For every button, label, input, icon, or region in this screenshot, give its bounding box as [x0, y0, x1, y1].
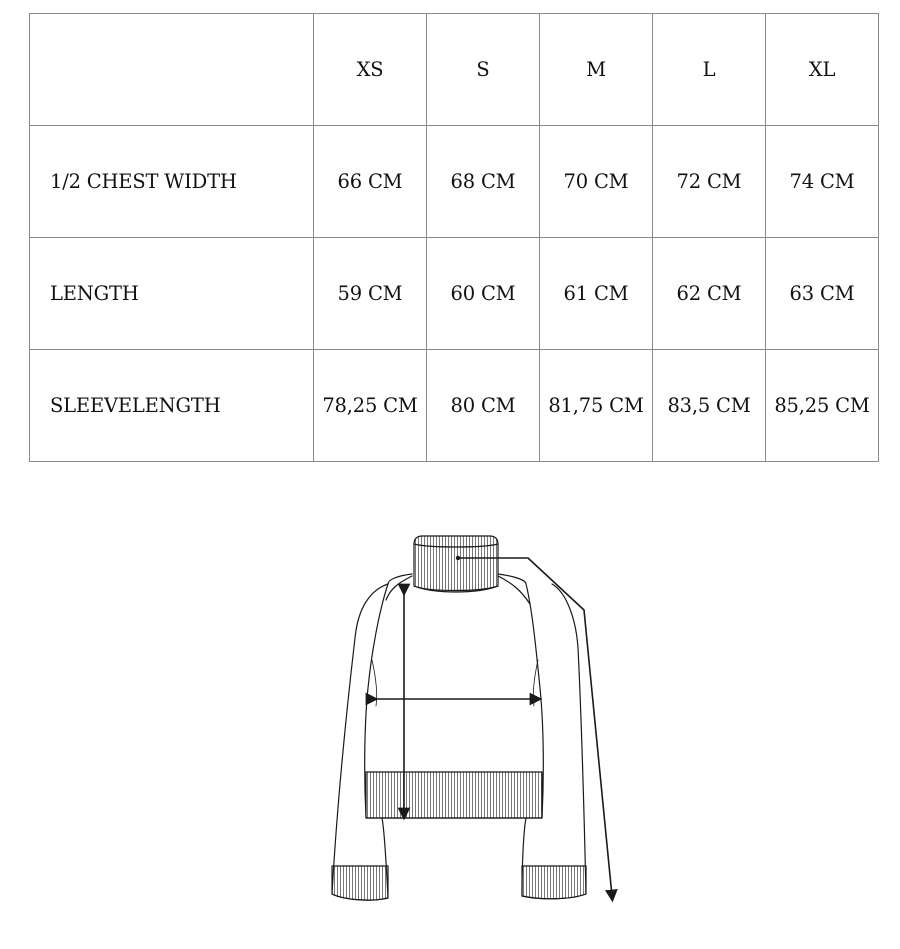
table-cell: 74 CM: [766, 126, 879, 238]
table-cell: 80 CM: [427, 350, 540, 462]
row-label-chest-width: 1/2 CHEST WIDTH: [30, 126, 314, 238]
table-row: [30, 126, 879, 238]
table-cell: 60 CM: [427, 238, 540, 350]
right-cuff: [522, 866, 586, 899]
table-row: [30, 350, 879, 462]
table-cell: 83,5 CM: [653, 350, 766, 462]
size-chart-table: [29, 13, 879, 462]
table-cell: 85,25 CM: [766, 350, 879, 462]
size-header-m: M: [540, 14, 653, 126]
table-cell: 81,75 CM: [540, 350, 653, 462]
row-label-length: LENGTH: [30, 238, 314, 350]
row-label-sleeve-length: SLEEVELENGTH: [30, 350, 314, 462]
table-cell: 61 CM: [540, 238, 653, 350]
sweater-diagram-icon: [300, 528, 640, 923]
table-cell: 66 CM: [314, 126, 427, 238]
table-cell: 70 CM: [540, 126, 653, 238]
table-cell: 72 CM: [653, 126, 766, 238]
left-cuff: [332, 866, 388, 900]
size-header-l: L: [653, 14, 766, 126]
hem-ribbing: [366, 772, 542, 818]
sweater-illustration: [300, 528, 640, 923]
size-header-xl: XL: [766, 14, 879, 126]
table-cell: 78,25 CM: [314, 350, 427, 462]
size-header-s: S: [427, 14, 540, 126]
table-corner-cell: [30, 14, 314, 126]
table-cell: 63 CM: [766, 238, 879, 350]
table-cell: 68 CM: [427, 126, 540, 238]
size-header-xs: XS: [314, 14, 427, 126]
table-cell: 62 CM: [653, 238, 766, 350]
table-header-row: [30, 14, 879, 126]
table-cell: 59 CM: [314, 238, 427, 350]
table-row: [30, 238, 879, 350]
turtleneck-collar: [414, 536, 498, 591]
